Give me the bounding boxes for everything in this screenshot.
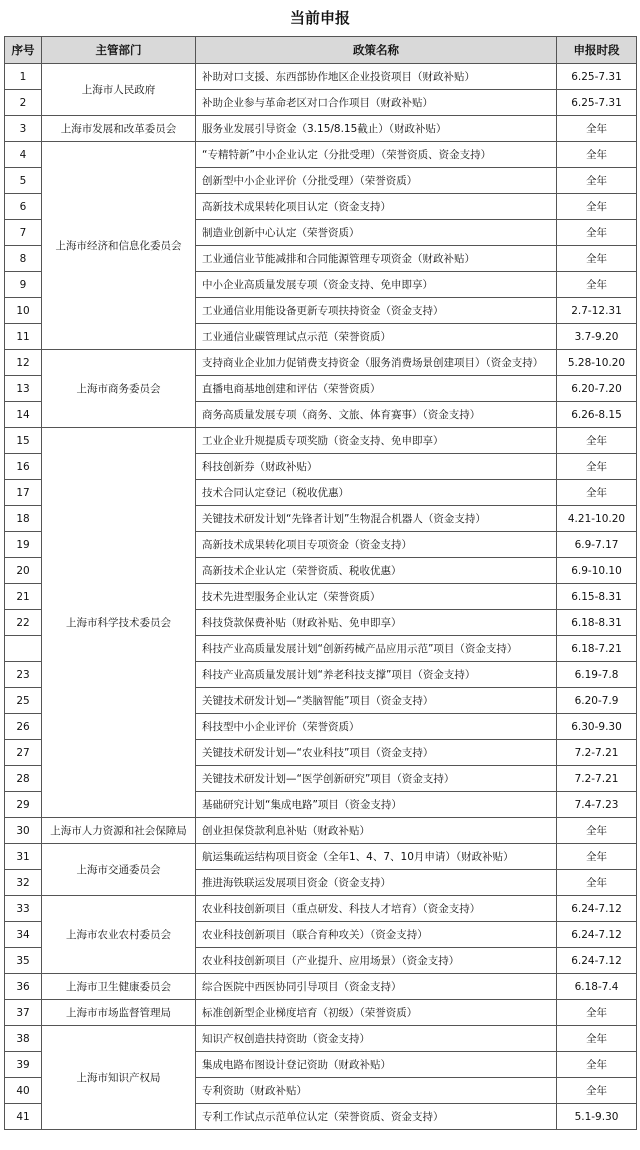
page-title: 当前申报 <box>289 9 350 27</box>
row-number: 9 <box>5 272 42 298</box>
application-period: 6.18-7.4 <box>557 974 637 1000</box>
row-number: 29 <box>5 792 42 818</box>
policy-name: 标准创新型企业梯度培育（初级）（荣誉资质） <box>196 1000 557 1026</box>
policy-name: 科技贷款保费补贴（财政补贴、免申即享） <box>196 610 557 636</box>
policy-name: 技术先进型服务企业认定（荣誉资质） <box>196 584 557 610</box>
department-cell: 上海市交通委员会 <box>42 844 196 896</box>
table-row <box>5 1000 637 1026</box>
row-number: 27 <box>5 740 42 766</box>
table-row <box>5 116 637 142</box>
department-cell: 上海市人力资源和社会保障局 <box>42 818 196 844</box>
header-dept: 主管部门 <box>42 37 196 64</box>
application-period: 6.25-7.31 <box>557 90 637 116</box>
table-row <box>5 896 637 922</box>
application-period: 全年 <box>557 142 637 168</box>
row-number: 39 <box>5 1052 42 1078</box>
department-cell: 上海市人民政府 <box>42 64 196 116</box>
row-number: 8 <box>5 246 42 272</box>
policy-name: 专利工作试点示范单位认定（荣誉资质、资金支持） <box>196 1104 557 1130</box>
row-number: 18 <box>5 506 42 532</box>
row-number: 5 <box>5 168 42 194</box>
header-row <box>5 37 637 64</box>
policy-name: 高新技术成果转化项目认定（资金支持） <box>196 194 557 220</box>
application-period: 6.30-9.30 <box>557 714 637 740</box>
table-body <box>5 64 637 1130</box>
application-period: 6.24-7.12 <box>557 922 637 948</box>
row-number: 23 <box>5 662 42 688</box>
application-period: 6.9-7.17 <box>557 532 637 558</box>
row-number: 30 <box>5 818 42 844</box>
policy-name: 农业科技创新项目（重点研发、科技人才培育）（资金支持） <box>196 896 557 922</box>
application-period: 全年 <box>557 454 637 480</box>
row-number: 12 <box>5 350 42 376</box>
header-policy: 政策名称 <box>196 37 557 64</box>
policy-name: 关键技术研发计划—“农业科技”项目（资金支持） <box>196 740 557 766</box>
application-period: 6.9-10.10 <box>557 558 637 584</box>
policy-name: 制造业创新中心认定（荣誉资质） <box>196 220 557 246</box>
application-period: 7.2-7.21 <box>557 766 637 792</box>
application-period: 全年 <box>557 194 637 220</box>
row-number: 34 <box>5 922 42 948</box>
header-no: 序号 <box>5 37 42 64</box>
application-period: 3.7-9.20 <box>557 324 637 350</box>
policy-name: 基础研究计划“集成电路”项目（资金支持） <box>196 792 557 818</box>
policy-name: 技术合同认定登记（税收优惠） <box>196 480 557 506</box>
application-period: 全年 <box>557 220 637 246</box>
table-row <box>5 974 637 1000</box>
policy-name: 高新技术成果转化项目专项资金（资金支持） <box>196 532 557 558</box>
row-number: 2 <box>5 90 42 116</box>
row-number: 4 <box>5 142 42 168</box>
row-number: 22 <box>5 610 42 636</box>
application-period: 全年 <box>557 246 637 272</box>
row-number: 41 <box>5 1104 42 1130</box>
policy-name: 支持商业企业加力促销费支持资金（服务消费场景创建项目）（资金支持） <box>196 350 557 376</box>
policy-name: 关键技术研发计划“先锋者计划”生物混合机器人（资金支持） <box>196 506 557 532</box>
table-row <box>5 350 637 376</box>
row-number: 25 <box>5 688 42 714</box>
row-number: 40 <box>5 1078 42 1104</box>
application-period: 全年 <box>557 870 637 896</box>
application-period: 全年 <box>557 1052 637 1078</box>
policy-name: 农业科技创新项目（联合育种攻关）（资金支持） <box>196 922 557 948</box>
policy-name: 科技产业高质量发展计划“创新药械产品应用示范”项目（资金支持） <box>196 636 557 662</box>
application-period: 6.25-7.31 <box>557 64 637 90</box>
policy-name: 工业通信业碳管理试点示范（荣誉资质） <box>196 324 557 350</box>
policy-name: 服务业发展引导资金（3.15/8.15截止）（财政补贴） <box>196 116 557 142</box>
table-row <box>5 428 637 454</box>
application-period: 6.24-7.12 <box>557 948 637 974</box>
policy-name: 科技型中小企业评价（荣誉资质） <box>196 714 557 740</box>
row-number: 19 <box>5 532 42 558</box>
row-number: 35 <box>5 948 42 974</box>
policy-name: 高新技术企业认定（荣誉资质、税收优惠） <box>196 558 557 584</box>
table-row <box>5 1026 637 1052</box>
application-period: 6.19-7.8 <box>557 662 637 688</box>
policy-name: 科技创新券（财政补贴） <box>196 454 557 480</box>
header-period: 申报时段 <box>557 37 637 64</box>
policy-name: 知识产权创造扶持资助（资金支持） <box>196 1026 557 1052</box>
department-cell: 上海市科学技术委员会 <box>42 428 196 818</box>
policy-name: 工业通信业用能设备更新专项扶持资金（资金支持） <box>196 298 557 324</box>
application-period: 全年 <box>557 1078 637 1104</box>
application-period: 2.7-12.31 <box>557 298 637 324</box>
row-number: 38 <box>5 1026 42 1052</box>
policy-name: 农业科技创新项目（产业提升、应用场景）（资金支持） <box>196 948 557 974</box>
policy-name: 创业担保贷款利息补贴（财政补贴） <box>196 818 557 844</box>
row-number: 7 <box>5 220 42 246</box>
application-period: 4.21-10.20 <box>557 506 637 532</box>
row-number: 16 <box>5 454 42 480</box>
policy-name: 中小企业高质量发展专项（资金支持、免申即享） <box>196 272 557 298</box>
row-number: 32 <box>5 870 42 896</box>
application-period: 6.24-7.12 <box>557 896 637 922</box>
department-cell: 上海市农业农村委员会 <box>42 896 196 974</box>
policy-name: 商务高质量发展专项（商务、文旅、体育赛事）（资金支持） <box>196 402 557 428</box>
department-cell: 上海市发展和改革委员会 <box>42 116 196 142</box>
row-number: 21 <box>5 584 42 610</box>
policy-name: 补助企业参与革命老区对口合作项目（财政补贴） <box>196 90 557 116</box>
application-period: 全年 <box>557 168 637 194</box>
application-period: 全年 <box>557 428 637 454</box>
application-period: 5.1-9.30 <box>557 1104 637 1130</box>
policy-name: 综合医院中西医协同引导项目（资金支持） <box>196 974 557 1000</box>
table-row <box>5 844 637 870</box>
table-row <box>5 818 637 844</box>
application-period: 全年 <box>557 480 637 506</box>
row-number: 31 <box>5 844 42 870</box>
row-number: 13 <box>5 376 42 402</box>
application-period: 6.26-8.15 <box>557 402 637 428</box>
application-period: 全年 <box>557 844 637 870</box>
table-row <box>5 64 637 90</box>
row-number: 1 <box>5 64 42 90</box>
policy-name: 关键技术研发计划—“类脑智能”项目（资金支持） <box>196 688 557 714</box>
row-number: 20 <box>5 558 42 584</box>
application-period: 7.2-7.21 <box>557 740 637 766</box>
policy-name: 推进海铁联运发展项目资金（资金支持） <box>196 870 557 896</box>
application-period: 全年 <box>557 1000 637 1026</box>
policy-table <box>4 36 637 1130</box>
application-period: 5.28-10.20 <box>557 350 637 376</box>
row-number: 17 <box>5 480 42 506</box>
row-number: 36 <box>5 974 42 1000</box>
policy-name: 航运集疏运结构项目资金（全年1、4、7、10月申请）（财政补贴） <box>196 844 557 870</box>
application-period: 7.4-7.23 <box>557 792 637 818</box>
policy-name: 科技产业高质量发展计划“养老科技支撑”项目（资金支持） <box>196 662 557 688</box>
row-number: 33 <box>5 896 42 922</box>
application-period: 6.18-7.21 <box>557 636 637 662</box>
row-number: 28 <box>5 766 42 792</box>
department-cell: 上海市经济和信息化委员会 <box>42 142 196 350</box>
policy-name: 集成电路布图设计登记资助（财政补贴） <box>196 1052 557 1078</box>
policy-name: “专精特新”中小企业认定（分批受理）（荣誉资质、资金支持） <box>196 142 557 168</box>
row-number: 37 <box>5 1000 42 1026</box>
policy-name: 专利资助（财政补贴） <box>196 1078 557 1104</box>
policy-name: 工业企业升规提质专项奖励（资金支持、免申即享） <box>196 428 557 454</box>
application-period: 全年 <box>557 1026 637 1052</box>
application-period: 6.18-8.31 <box>557 610 637 636</box>
policy-name: 关键技术研发计划—“医学创新研究”项目（资金支持） <box>196 766 557 792</box>
policy-name: 创新型中小企业评价（分批受理）（荣誉资质） <box>196 168 557 194</box>
policy-name: 工业通信业节能减排和合同能源管理专项资金（财政补贴） <box>196 246 557 272</box>
row-number: 6 <box>5 194 42 220</box>
application-period: 全年 <box>557 818 637 844</box>
row-number: 14 <box>5 402 42 428</box>
row-number: 26 <box>5 714 42 740</box>
department-cell: 上海市商务委员会 <box>42 350 196 428</box>
department-cell: 上海市知识产权局 <box>42 1026 196 1130</box>
row-number: 10 <box>5 298 42 324</box>
policy-name: 直播电商基地创建和评估（荣誉资质） <box>196 376 557 402</box>
row-number: 15 <box>5 428 42 454</box>
application-period: 6.15-8.31 <box>557 584 637 610</box>
department-cell: 上海市市场监督管理局 <box>42 1000 196 1026</box>
application-period: 6.20-7.20 <box>557 376 637 402</box>
table-row <box>5 142 637 168</box>
application-period: 6.20-7.9 <box>557 688 637 714</box>
policy-name: 补助对口支援、东西部协作地区企业投资项目（财政补贴） <box>196 64 557 90</box>
row-number: 11 <box>5 324 42 350</box>
application-period: 全年 <box>557 116 637 142</box>
department-cell: 上海市卫生健康委员会 <box>42 974 196 1000</box>
row-number <box>5 636 42 662</box>
application-period: 全年 <box>557 272 637 298</box>
row-number: 3 <box>5 116 42 142</box>
